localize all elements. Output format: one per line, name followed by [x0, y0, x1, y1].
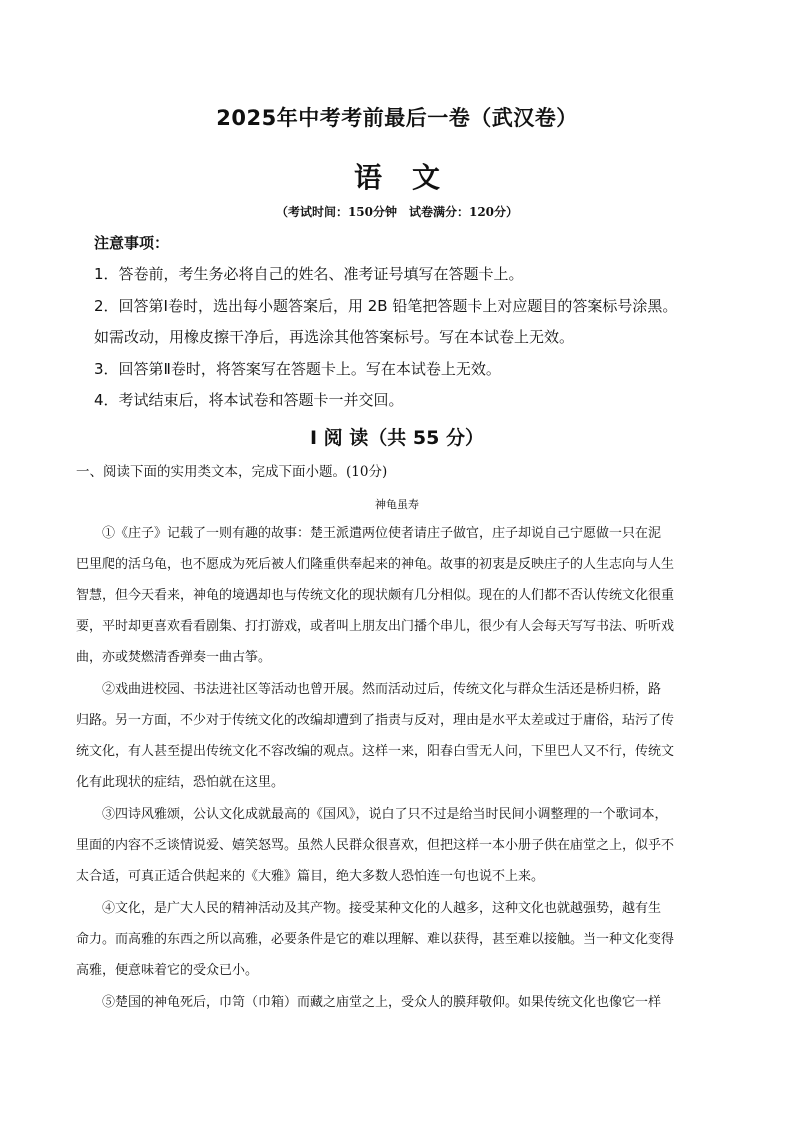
paragraph-line: 高雅，便意味着它的受众已小。	[76, 963, 259, 979]
paragraph-line: 智慧，但今天看来，神龟的境遇却也与传统文化的现状颇有几分相似。现在的人们都不否认传统文化很重	[76, 588, 675, 604]
paragraph-line: 归路。另一方面，不少对于传统文化的改编却遭到了指责与反对，理由是水平太差或过于庸俗，玷污了传	[76, 713, 675, 729]
article-paragraph-4	[76, 893, 716, 986]
article-paragraph-2	[76, 674, 716, 798]
paragraph-line: ③四诗风雅颂，公认文化成就最高的《国风》，说白了只不过是给当时民间小调整理的一个歌词本，	[102, 807, 668, 822]
notes-title: 注意事项：	[94, 234, 170, 252]
paragraph-line: 曲，亦或焚燃清香弹奏一曲古筝。	[76, 650, 272, 666]
article-paragraph-5	[76, 987, 716, 1018]
paragraph-line: ②戏曲进校园、书法进社区等活动也曾开展。然而活动过后，传统文化与群众生活还是桥归桥，路	[102, 682, 662, 697]
paragraph-line: 命力。而高雅的东西之所以高雅，必要条件是它的难以理解、难以获得，甚至难以接触。当一种文化变得	[76, 932, 675, 948]
subject-title	[0, 156, 794, 196]
subject-char-left: 语	[353, 161, 382, 194]
paragraph-line: 化有此现状的症结，恐怕就在这里。	[76, 775, 285, 791]
article-paragraph-3	[76, 799, 716, 892]
paragraph-line: 统文化，有人甚至提出传统文化不容改编的观点。这样一来，阳春白雪无人问，下里巴人又不行，传统文	[76, 744, 675, 760]
paragraph-line: ⑤楚国的神龟死后，巾笥（巾箱）而藏之庙堂之上，受众人的膜拜敬仰。如果传统文化也像它一样	[102, 995, 662, 1010]
article-paragraph-1	[76, 518, 716, 673]
note-item-2-cont: 如需改动，用橡皮擦干净后，再选涂其他答案标号。写在本试卷上无效。	[94, 328, 575, 346]
note-item-3: 3．回答第Ⅱ卷时，将答案写在答题卡上。写在本试卷上无效。	[94, 360, 501, 378]
article-title: 神龟虽寿	[375, 498, 419, 511]
exam-title: 2025年中考考前最后一卷（武汉卷）	[216, 106, 578, 130]
note-item-4: 4．考试结束后，将本试卷和答题卡一并交回。	[94, 391, 404, 409]
paragraph-line: 里面的内容不乏谈情说爱、嬉笑怒骂。虽然人民群众很喜欢，但把这样一本小册子供在庙堂之上，似乎不	[76, 838, 675, 854]
paragraph-line: 太合适，可真正适合供起来的《大雅》篇目，绝大多数人恐怕连一句也说不上来。	[76, 869, 545, 885]
paragraph-line: ④文化，是广大人民的精神活动及其产物。接受某种文化的人越多，这种文化也就越强势，越有生	[102, 901, 662, 916]
paragraph-line: ①《庄子》记载了一则有趣的故事：楚王派遣两位使者请庄子做官，庄子却说自己宁愿做一只在泥	[102, 526, 662, 541]
paragraph-line: 巴里爬的活乌龟，也不愿成为死后被人们隆重供奉起来的神龟。故事的初衷是反映庄子的人生志向与人生	[76, 557, 675, 573]
section-title: Ⅰ 阅 读（共 55 分）	[310, 427, 484, 449]
paragraph-line: 要，平时却更喜欢看看剧集、打打游戏，或者叫上朋友出门播个串儿，很少有人会每天写写书法、听听戏	[76, 619, 675, 635]
question-intro: 一、阅读下面的实用类文本，完成下面小题。(10分)	[76, 464, 388, 480]
note-item-1: 1．答卷前，考生务必将自己的姓名、准考证号填写在答题卡上。	[94, 265, 524, 283]
exam-info: （考试时间：150分钟 试卷满分：120分）	[275, 205, 519, 219]
subject-char-right: 文	[412, 161, 441, 194]
note-item-2: 2．回答第Ⅰ卷时，选出每小题答案后，用 2B 铅笔把答题卡上对应题目的答案标号涂黑。	[94, 297, 678, 315]
